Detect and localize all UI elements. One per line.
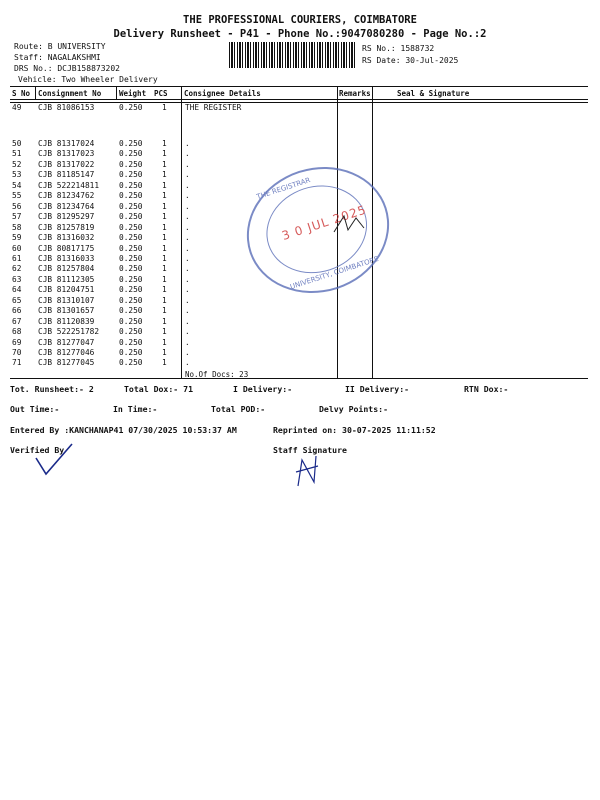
row-weight: 0.250 (119, 253, 143, 263)
row-pcs: 1 (162, 139, 167, 148)
row-consignee: . (185, 358, 190, 368)
row-consignment: CJB 81317023 (38, 149, 95, 159)
row-consignment: CJB 81257819 (38, 222, 95, 232)
row-pcs: 1 (162, 358, 167, 368)
row-pcs: 1 (162, 337, 167, 347)
reprinted-on: Reprinted on: 30-07-2025 11:11:52 (273, 425, 436, 435)
row-sno: 55 (12, 191, 22, 201)
col-header-consignment: Consignment No (38, 89, 102, 98)
row-pcs: 1 (162, 149, 167, 159)
staff-signature-label: Staff Signature (273, 445, 347, 455)
col-header-consignee: Consignee Details (184, 89, 261, 98)
row-sno: 56 (12, 201, 22, 211)
col-header-pcs: PCS (154, 89, 168, 98)
row-consignee: . (185, 180, 190, 190)
row-consignment: CJB 81316032 (38, 233, 95, 243)
row-pcs: 1 (162, 103, 167, 112)
row-consignment: CJB 522214811 (38, 180, 100, 190)
company-title: THE PROFESSIONAL COURIERS, COIMBATORE (183, 14, 417, 26)
row-consignee: . (185, 295, 190, 305)
row-weight: 0.250 (119, 103, 143, 112)
row-pcs: 1 (162, 191, 167, 201)
row-sno: 50 (12, 139, 22, 148)
table-header-rule (10, 99, 588, 100)
row-weight: 0.250 (119, 149, 143, 159)
row-consignee: . (185, 139, 190, 148)
stamp-top-text: THE REGISTRAR (255, 176, 312, 202)
row-weight: 0.250 (119, 222, 143, 232)
i-delivery: I Delivery:- (233, 384, 293, 394)
row-weight: 0.250 (119, 306, 143, 316)
row-weight: 0.250 (119, 139, 143, 148)
row-sno: 67 (12, 316, 22, 326)
verified-signature (32, 440, 82, 480)
row-pcs: 1 (162, 295, 167, 305)
row-consignment: CJB 81112305 (38, 274, 95, 284)
row-sno: 65 (12, 295, 22, 305)
verified-by-label: Verified By (10, 445, 65, 455)
row-pcs: 1 (162, 233, 167, 243)
row-sno: 63 (12, 274, 22, 284)
row-weight: 0.250 (119, 159, 143, 169)
entered-by: Entered By :KANCHANAP41 07/30/2025 10:53:37 AM (10, 425, 237, 435)
row-consignee: . (185, 222, 190, 232)
row-consignment: CJB 81317022 (38, 159, 95, 169)
row-consignment: CJB 80817175 (38, 243, 95, 253)
row-consignment: CJB 81086153 (38, 103, 95, 112)
delivery-points: Delvy Points:- (319, 404, 389, 414)
rs-date: RS Date: 30-Jul-2025 (362, 56, 459, 65)
row-consignee: . (185, 243, 190, 253)
row-consignment: CJB 81310107 (38, 295, 95, 305)
registrar-stamp (230, 149, 405, 311)
in-time: In Time:- (113, 404, 158, 414)
row-consignee: . (185, 348, 190, 357)
row-weight: 0.250 (119, 327, 143, 337)
row-pcs: 1 (162, 348, 167, 357)
row-consignee: . (185, 159, 190, 169)
row-weight: 0.250 (119, 274, 143, 284)
stamp-signature-scribble (330, 210, 370, 240)
row-sno: 64 (12, 285, 22, 295)
staff-signature-mark (292, 452, 322, 490)
row-weight: 0.250 (119, 243, 143, 253)
col-header-weight: Weight (119, 89, 147, 98)
row-weight: 0.250 (119, 170, 143, 180)
row-consignee: THE REGISTER (185, 103, 242, 112)
col-header-remarks: Remarks (339, 89, 371, 98)
row-weight: 0.250 (119, 191, 143, 201)
col-divider-consignee (181, 86, 182, 378)
vehicle-label: Vehicle: Two Wheeler Delivery (18, 75, 158, 84)
row-weight: 0.250 (119, 337, 143, 347)
barcode-image (229, 42, 357, 68)
row-consignment: CJB 81234764 (38, 201, 95, 211)
no-of-docs: No.Of Docs: 23 (185, 370, 249, 379)
row-weight: 0.250 (119, 285, 143, 295)
row-consignment: CJB 81120839 (38, 316, 95, 326)
row-sno: 54 (12, 180, 22, 190)
col-divider-weight (116, 86, 117, 99)
row-consignment: CJB 81185147 (38, 170, 95, 180)
row-sno: 57 (12, 212, 22, 222)
row-consignment: CJB 81316033 (38, 253, 95, 263)
staff-label: Staff: NAGALAKSHMI (14, 53, 101, 62)
total-pod: Total POD:- (211, 404, 266, 414)
stamp-date: 3 0 JUL 2025 (280, 202, 369, 244)
row-sno: 62 (12, 264, 22, 274)
row-consignment: CJB 81301657 (38, 306, 95, 316)
table-header-rule-2 (10, 102, 588, 103)
row-consignment: CJB 81277046 (38, 348, 95, 357)
row-consignment: CJB 522251782 (38, 327, 100, 337)
row-pcs: 1 (162, 243, 167, 253)
col-header-seal: Seal & Signature (397, 89, 470, 98)
row-pcs: 1 (162, 285, 167, 295)
row-consignee: . (185, 306, 190, 316)
row-sno: 49 (12, 103, 22, 112)
row-weight: 0.250 (119, 348, 143, 357)
row-consignee: . (185, 170, 190, 180)
row-pcs: 1 (162, 212, 167, 222)
row-weight: 0.250 (119, 201, 143, 211)
row-consignee: . (185, 316, 190, 326)
route-label: Route: B UNIVERSITY (14, 42, 106, 51)
row-sno: 51 (12, 149, 22, 159)
row-consignee: . (185, 233, 190, 243)
stamp-bottom-text: UNIVERSITY, COIMBATORE (289, 254, 380, 292)
rtn-dox: RTN Dox:- (464, 384, 509, 394)
col-header-sno: S No (12, 89, 31, 98)
row-sno: 53 (12, 170, 22, 180)
table-bottom-rule (10, 378, 588, 379)
rs-number: RS No.: 1588732 (362, 44, 435, 53)
row-consignee: . (185, 274, 190, 284)
col-divider-sno (35, 86, 36, 99)
row-consignee: . (185, 201, 190, 211)
row-pcs: 1 (162, 253, 167, 263)
ii-delivery: II Delivery:- (345, 384, 410, 394)
row-sno: 52 (12, 159, 22, 169)
row-sno: 66 (12, 306, 22, 316)
drs-number: DRS No.: DCJB158873202 (14, 64, 120, 73)
row-consignment: CJB 81277045 (38, 358, 95, 368)
row-consignee: . (185, 253, 190, 263)
row-weight: 0.250 (119, 358, 143, 368)
row-weight: 0.250 (119, 316, 143, 326)
row-pcs: 1 (162, 306, 167, 316)
row-pcs: 1 (162, 274, 167, 284)
row-weight: 0.250 (119, 212, 143, 222)
out-time: Out Time:- (10, 404, 60, 414)
row-sno: 61 (12, 253, 22, 263)
row-pcs: 1 (162, 180, 167, 190)
row-consignee: . (185, 264, 190, 274)
row-consignee: . (185, 337, 190, 347)
row-pcs: 1 (162, 264, 167, 274)
total-runsheet: Tot. Runsheet:- 2 (10, 384, 94, 394)
row-pcs: 1 (162, 316, 167, 326)
row-consignee: . (185, 191, 190, 201)
row-pcs: 1 (162, 159, 167, 169)
row-consignee: . (185, 285, 190, 295)
row-weight: 0.250 (119, 295, 143, 305)
row-weight: 0.250 (119, 233, 143, 243)
row-weight: 0.250 (119, 264, 143, 274)
row-consignment: CJB 81204751 (38, 285, 95, 295)
runsheet-subtitle: Delivery Runsheet - P41 - Phone No.:9047080280 - Page No.:2 (113, 28, 487, 40)
row-sno: 69 (12, 337, 22, 347)
row-consignment: CJB 81277047 (38, 337, 95, 347)
row-pcs: 1 (162, 170, 167, 180)
row-pcs: 1 (162, 222, 167, 232)
row-consignment: CJB 81234762 (38, 191, 95, 201)
row-sno: 70 (12, 348, 22, 357)
row-weight: 0.250 (119, 180, 143, 190)
row-consignment: CJB 81257804 (38, 264, 95, 274)
row-sno: 68 (12, 327, 22, 337)
row-sno: 60 (12, 243, 22, 253)
row-consignee: . (185, 149, 190, 159)
row-sno: 71 (12, 358, 22, 368)
table-top-rule (10, 86, 588, 87)
row-sno: 59 (12, 233, 22, 243)
row-consignment: CJB 81295297 (38, 212, 95, 222)
row-consignee: . (185, 212, 190, 222)
row-pcs: 1 (162, 327, 167, 337)
row-consignee: . (185, 327, 190, 337)
row-consignment: CJB 81317024 (38, 139, 95, 148)
total-dox: Total Dox:- 71 (124, 384, 194, 394)
row-pcs: 1 (162, 201, 167, 211)
row-sno: 58 (12, 222, 22, 232)
